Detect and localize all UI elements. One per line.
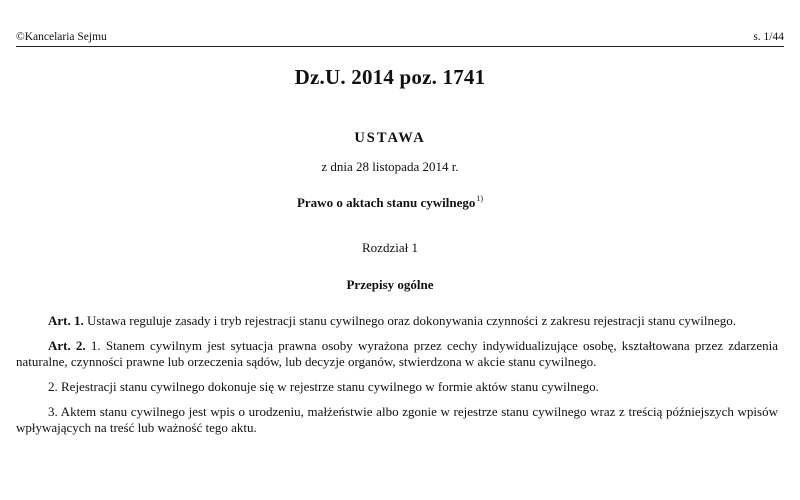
document-title: Dz.U. 2014 poz. 1741 [294, 65, 486, 89]
act-name-text: Prawo o aktach stanu cywilnego [296, 195, 476, 210]
chapter-number: Rozdział 1 [362, 240, 418, 255]
document-body [16, 313, 778, 445]
article-1-text: Ustawa reguluje zasady i tryb rejestracji stanu cywilnego oraz dokonywania czynności z zakresu rejestracji stanu cywilnego. [87, 313, 737, 328]
act-type: USTAWA [354, 130, 426, 146]
article-1-label: Art. 1. [48, 313, 84, 328]
act-date: z dnia 28 listopada 2014 r. [321, 159, 459, 174]
article-2-paragraph-1-text: 1. Stanem cywilnym jest sytuacja prawna osoby wyrażona przez cechy indywidualizujące osobę, kształtowana przez zdarzenia naturalne, czynności prawne lub orzeczenia sądów, lub decyzje organów, stwierdzona w akcie stanu cywilnego. [16, 338, 778, 369]
act-name [0, 194, 780, 211]
chapter-title: Przepisy ogólne [346, 277, 434, 292]
article-2-label: Art. 2. [48, 338, 86, 353]
article-2-paragraph-1 [16, 338, 778, 370]
page-header [16, 28, 784, 47]
publisher-label: ©Kancelaria Sejmu [16, 31, 107, 43]
article-1 [16, 313, 778, 329]
article-2-paragraph-2: 2. Rejestracji stanu cywilnego dokonuje się w rejestrze stanu cywilnego w formie aktów stanu cywilnego. [48, 379, 599, 394]
article-2-paragraph-3: 3. Aktem stanu cywilnego jest wpis o urodzeniu, małżeństwie albo zgonie w rejestrze stanu cywilnego wraz z treścią późniejszych wpisów wpływających na treść lub ważność tego aktu. [16, 404, 778, 435]
page-number: s. 1/44 [753, 31, 784, 43]
footnote-ref[interactable]: 1) [476, 194, 484, 203]
